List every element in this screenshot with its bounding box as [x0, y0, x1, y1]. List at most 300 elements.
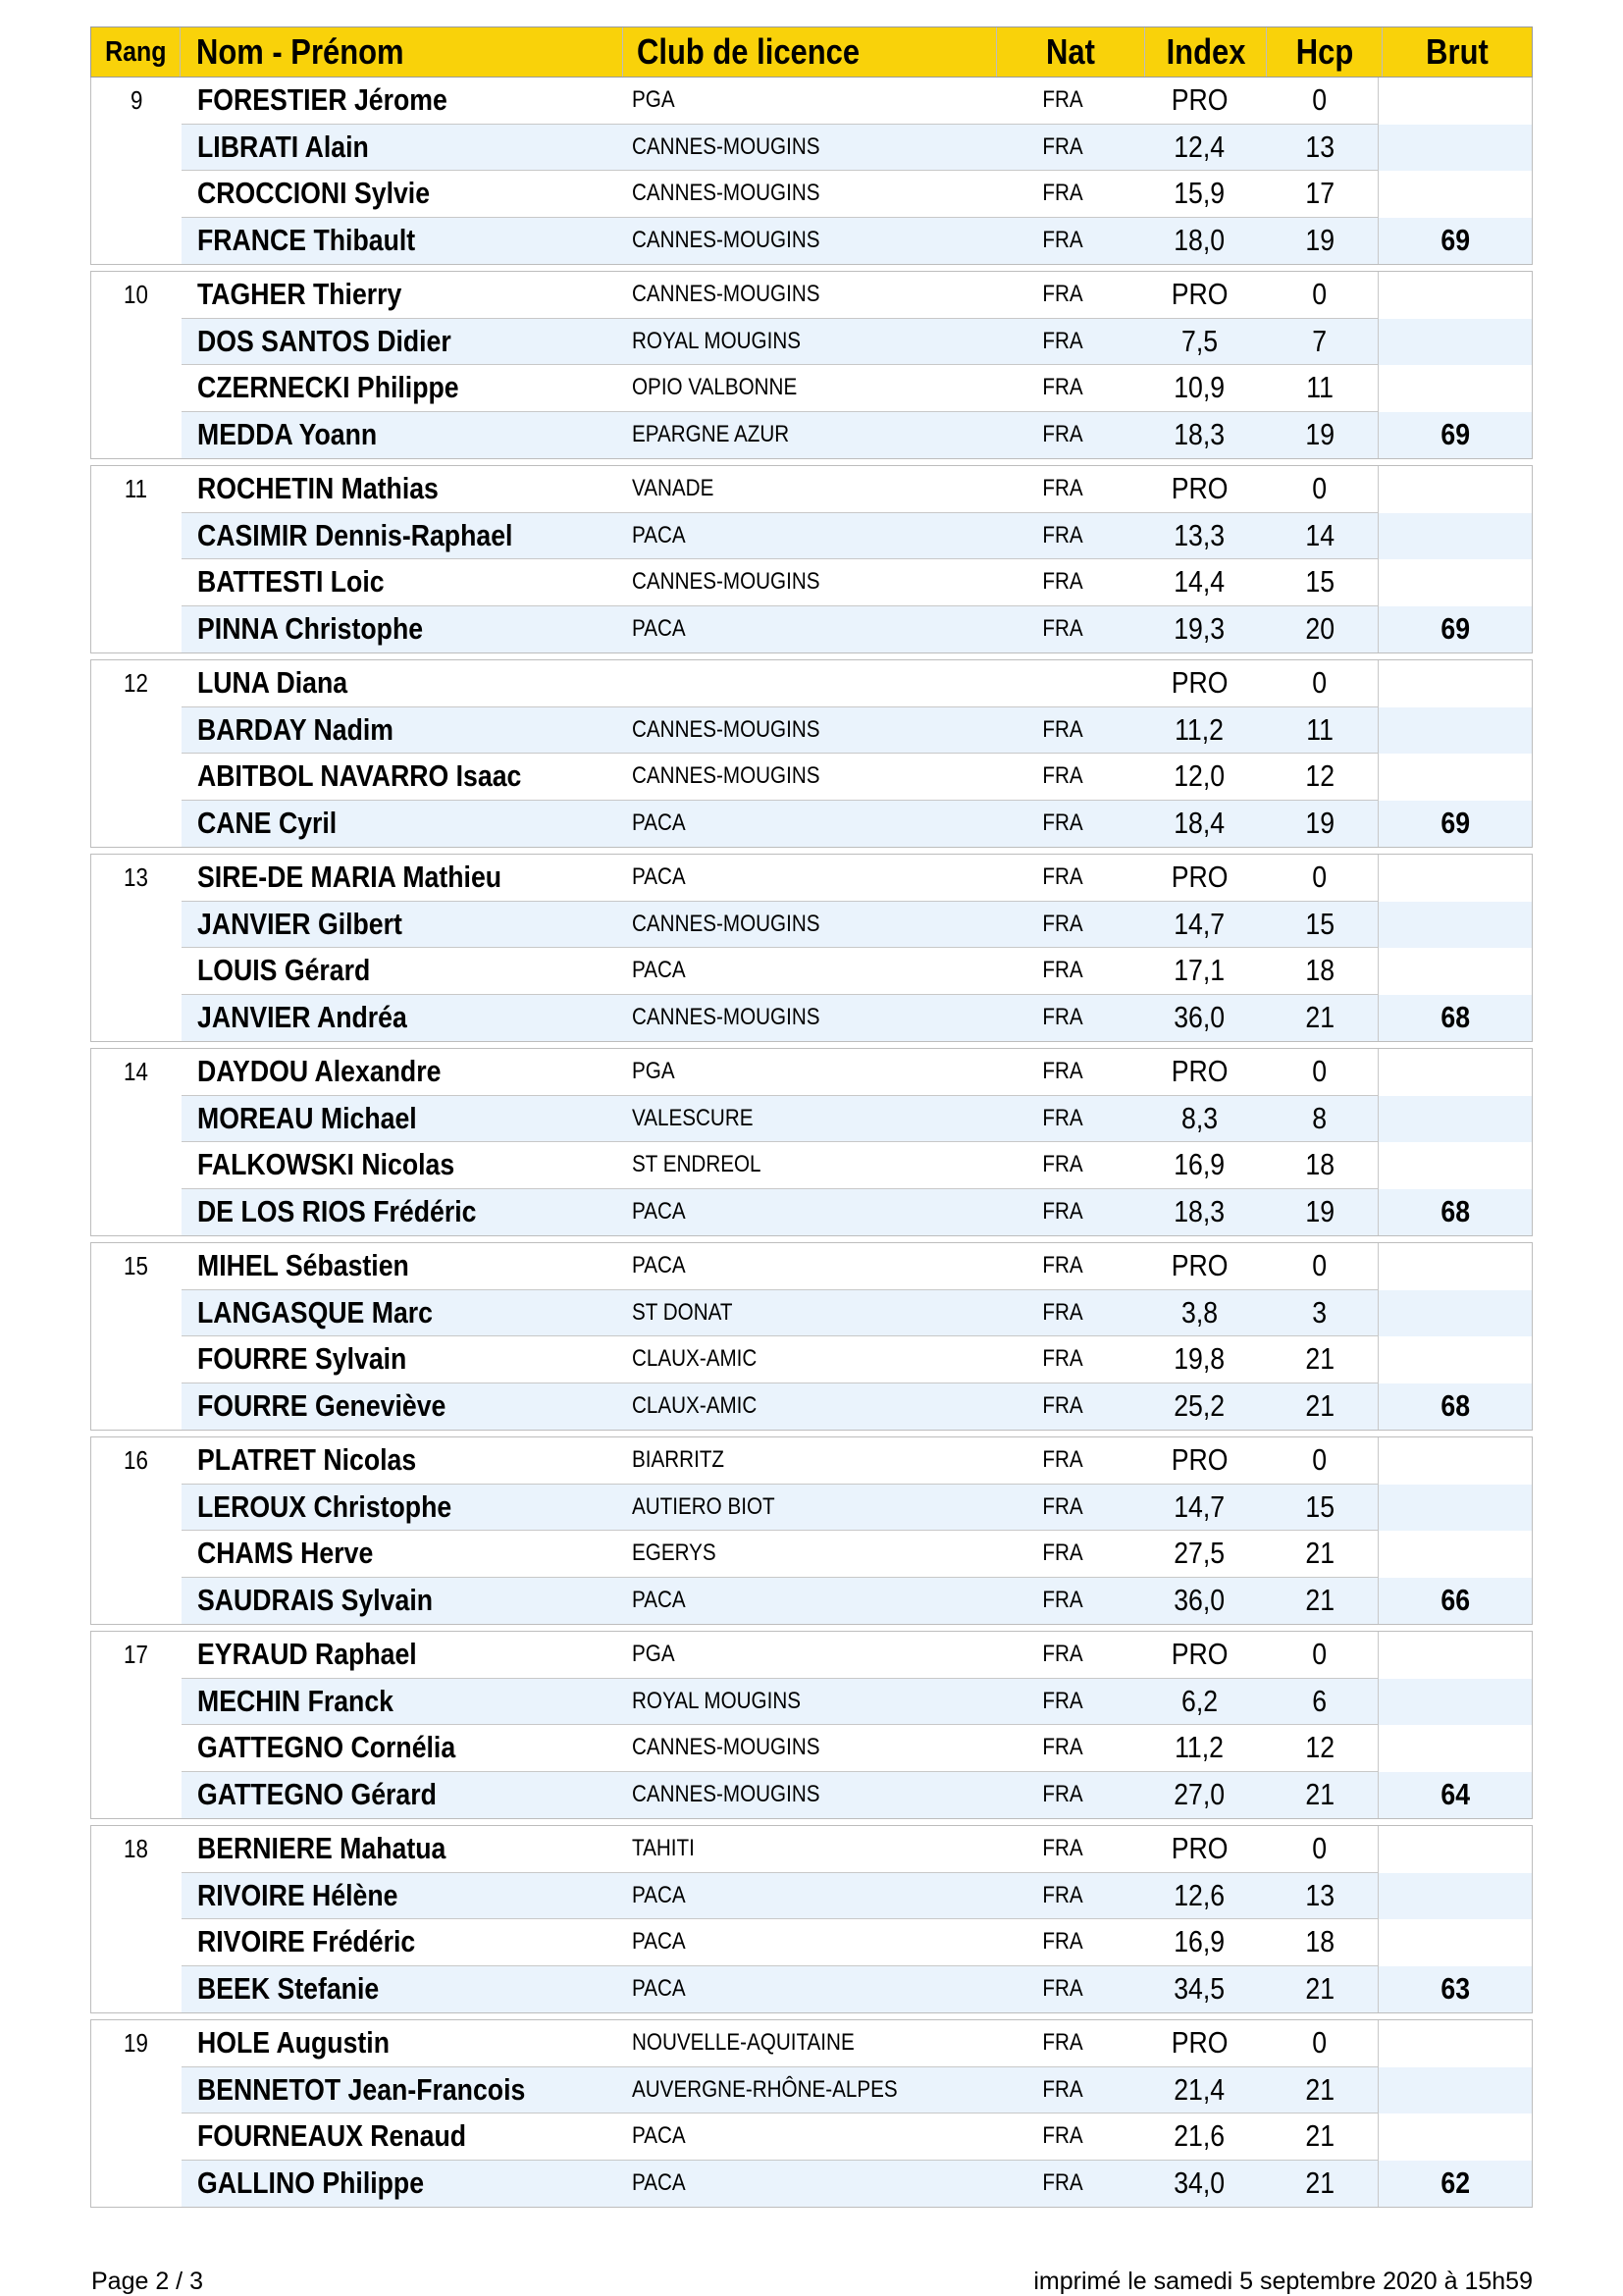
club-name-text: CANNES-MOUGINS	[632, 568, 820, 596]
player-name	[182, 606, 618, 653]
index-value	[1138, 1383, 1262, 1431]
brut-score	[1379, 1290, 1532, 1337]
hcp-value-text: 21	[1304, 1971, 1335, 2007]
nationality-text: FRA	[1042, 1687, 1083, 1714]
table-row	[91, 125, 1532, 172]
club-name	[618, 801, 987, 848]
index-value	[1138, 1772, 1262, 1819]
table-row	[91, 995, 1532, 1042]
club-name	[618, 1919, 987, 1966]
hcp-value-text: 21	[1304, 2166, 1335, 2201]
hcp-value-text: 18	[1304, 1924, 1335, 1959]
rang-cell	[91, 125, 182, 172]
club-name	[618, 948, 987, 995]
table-row	[91, 1243, 1532, 1290]
brut-score	[1379, 1243, 1532, 1290]
nationality	[987, 606, 1138, 653]
table-row	[91, 2020, 1532, 2067]
rang-cell-text: 19	[124, 2028, 149, 2059]
table-row	[91, 1290, 1532, 1337]
club-name	[618, 2067, 987, 2114]
hcp-value-text: 19	[1304, 1194, 1335, 1229]
rang-cell-text: 11	[125, 474, 148, 504]
index-value-text: 19,8	[1174, 1341, 1226, 1377]
club-name-text: PACA	[632, 1881, 686, 1908]
nationality-text: FRA	[1042, 1928, 1083, 1956]
player-name	[182, 1578, 618, 1625]
nationality	[987, 1049, 1138, 1096]
index-value	[1138, 559, 1262, 606]
table-row	[91, 1096, 1532, 1143]
nationality-text: FRA	[1042, 1198, 1083, 1226]
nationality-text: FRA	[1042, 1835, 1083, 1862]
hcp-value	[1261, 466, 1379, 513]
hcp-value-text: 18	[1304, 953, 1335, 988]
hcp-value	[1261, 78, 1379, 125]
rang-cell	[91, 1873, 182, 1920]
table-header	[90, 26, 1533, 78]
player-name-text: BARDAY Nadim	[196, 711, 393, 747]
hcp-value-text: 18	[1304, 1147, 1335, 1182]
table-row	[91, 1632, 1532, 1679]
hcp-value	[1261, 707, 1379, 755]
club-name	[618, 1290, 987, 1337]
index-value-text: 27,0	[1174, 1777, 1226, 1812]
rang-cell	[91, 466, 182, 513]
index-value-text: PRO	[1171, 82, 1229, 118]
player-name-text: GALLINO Philippe	[196, 2166, 424, 2201]
index-value	[1138, 466, 1262, 513]
hcp-value-text: 21	[1304, 1583, 1335, 1618]
brut-score	[1379, 1966, 1532, 2013]
header-nat: Nat	[997, 27, 1145, 77]
rang-cell	[91, 1290, 182, 1337]
hcp-value	[1261, 125, 1379, 172]
hcp-value	[1261, 559, 1379, 606]
nationality-text: FRA	[1042, 2075, 1083, 2103]
club-name-text: CANNES-MOUGINS	[632, 180, 820, 207]
brut-score	[1379, 707, 1532, 755]
index-value	[1138, 1725, 1262, 1772]
rang-cell	[91, 1485, 182, 1532]
hcp-value-text: 12	[1304, 1730, 1335, 1765]
player-name	[182, 1243, 618, 1290]
team-group	[90, 1048, 1533, 1236]
index-value-text: 34,0	[1174, 2166, 1226, 2201]
rang-cell	[91, 1531, 182, 1578]
table-row	[91, 2113, 1532, 2161]
table-row	[91, 513, 1532, 560]
hcp-value	[1261, 1725, 1379, 1772]
club-name-text: ST ENDREOL	[632, 1151, 761, 1178]
player-name	[182, 1919, 618, 1966]
player-name-text: GATTEGNO Gérard	[196, 1777, 437, 1812]
index-value	[1138, 1531, 1262, 1578]
player-name-text: FOURNEAUX Renaud	[196, 2118, 466, 2154]
brut-score	[1379, 1632, 1532, 1679]
brut-score	[1379, 2113, 1532, 2161]
club-name-text: OPIO VALBONNE	[632, 374, 798, 401]
rang-cell	[91, 1049, 182, 1096]
rang-cell-text: 15	[124, 1251, 149, 1281]
index-value	[1138, 1632, 1262, 1679]
club-name-text: PGA	[632, 86, 675, 114]
club-name-text: ROYAL MOUGINS	[632, 1687, 802, 1714]
hcp-value-text: 7	[1312, 323, 1328, 358]
index-value-text: 36,0	[1174, 1000, 1226, 1035]
table-row	[91, 365, 1532, 412]
player-name-text: LUNA Diana	[196, 665, 347, 701]
club-name-text: BIARRITZ	[632, 1446, 725, 1474]
nationality-text: FRA	[1042, 910, 1083, 937]
player-name-text: BEEK Stefanie	[196, 1971, 380, 2007]
club-name-text: PGA	[632, 1641, 675, 1668]
club-name	[618, 2161, 987, 2208]
team-group	[90, 1242, 1533, 1431]
index-value	[1138, 1873, 1262, 1920]
club-name-text: EGERYS	[632, 1539, 716, 1567]
player-name	[182, 1336, 618, 1383]
print-date: imprimé le samedi 5 septembre 2020 à 15h59	[1033, 2268, 1533, 2295]
club-name-text: NOUVELLE-AQUITAINE	[632, 2029, 855, 2057]
nationality	[987, 1772, 1138, 1819]
nationality-text: FRA	[1042, 1492, 1083, 1520]
club-name	[618, 1383, 987, 1431]
nationality-text: FRA	[1042, 762, 1083, 790]
hcp-value	[1261, 948, 1379, 995]
player-name-text: BERNIERE Mahatua	[196, 1831, 446, 1866]
player-name	[182, 660, 618, 707]
player-name-text: ROCHETIN Mathias	[196, 471, 439, 506]
table-row	[91, 1189, 1532, 1236]
club-name	[618, 78, 987, 125]
hcp-value	[1261, 1336, 1379, 1383]
club-name	[618, 319, 987, 366]
club-name	[618, 1189, 987, 1236]
club-name	[618, 1437, 987, 1485]
rang-cell	[91, 2113, 182, 2161]
player-name-text: MIHEL Sébastien	[196, 1248, 409, 1283]
nationality-text: FRA	[1042, 132, 1083, 160]
club-name	[618, 902, 987, 949]
brut-score-text: 69	[1440, 417, 1470, 452]
rang-cell	[91, 1096, 182, 1143]
index-value	[1138, 2113, 1262, 2161]
nationality-text: FRA	[1042, 1104, 1083, 1131]
index-value	[1138, 1336, 1262, 1383]
index-value	[1138, 1243, 1262, 1290]
player-name-text: DAYDOU Alexandre	[196, 1054, 442, 1089]
brut-score-text: 62	[1440, 2166, 1470, 2201]
nationality-text: FRA	[1042, 180, 1083, 207]
table-row	[91, 1679, 1532, 1726]
club-name-text: CANNES-MOUGINS	[632, 910, 820, 937]
table-row	[91, 1919, 1532, 1966]
brut-score	[1379, 1336, 1532, 1383]
hcp-value-text: 11	[1305, 370, 1334, 405]
hcp-value	[1261, 1243, 1379, 1290]
club-name-text: PACA	[632, 1928, 686, 1956]
player-name-text: CROCCIONI Sylvie	[196, 176, 430, 211]
player-name-text: CASIMIR Dennis-Raphael	[196, 517, 513, 552]
brut-score	[1379, 1873, 1532, 1920]
brut-score	[1379, 559, 1532, 606]
rang-cell	[91, 1383, 182, 1431]
brut-score	[1379, 1919, 1532, 1966]
hcp-value-text: 21	[1304, 1777, 1335, 1812]
player-name	[182, 78, 618, 125]
hcp-value	[1261, 1189, 1379, 1236]
club-name	[618, 513, 987, 560]
hcp-value	[1261, 2067, 1379, 2114]
hcp-value-text: 21	[1304, 1341, 1335, 1377]
player-name	[182, 1142, 618, 1189]
player-name	[182, 948, 618, 995]
index-value-text: PRO	[1171, 1637, 1229, 1672]
hcp-value-text: 21	[1304, 1536, 1335, 1571]
index-value	[1138, 606, 1262, 653]
index-value-text: PRO	[1171, 860, 1229, 895]
player-name	[182, 1679, 618, 1726]
index-value-text: 8,3	[1180, 1100, 1219, 1135]
hcp-value-text: 0	[1312, 82, 1328, 118]
table-row	[91, 1437, 1532, 1485]
player-name-text: JANVIER Gilbert	[196, 906, 402, 941]
results-table	[90, 26, 1533, 2214]
index-value-text: 18,3	[1174, 1194, 1226, 1229]
index-value-text: 3,8	[1180, 1294, 1219, 1330]
brut-score	[1379, 2067, 1532, 2114]
table-row	[91, 1966, 1532, 2013]
table-row	[91, 412, 1532, 459]
player-name-text: DE LOS RIOS Frédéric	[196, 1194, 477, 1229]
team-group	[90, 1631, 1533, 1819]
rang-cell-text: 18	[124, 1834, 149, 1864]
rang-cell	[91, 319, 182, 366]
nationality-text: FRA	[1042, 1151, 1083, 1178]
rang-cell	[91, 1336, 182, 1383]
team-group	[90, 1825, 1533, 2013]
brut-score	[1379, 78, 1532, 125]
player-name	[182, 171, 618, 218]
club-name-text: PGA	[632, 1058, 675, 1085]
rang-cell	[91, 2067, 182, 2114]
team-group	[90, 2019, 1533, 2208]
index-value-text: 25,2	[1174, 1388, 1226, 1424]
rang-cell-text: 12	[124, 668, 149, 699]
nationality-text: FRA	[1042, 374, 1083, 401]
club-name-text: PACA	[632, 863, 686, 891]
team-groups	[90, 78, 1533, 2208]
rang-cell	[91, 218, 182, 265]
nationality	[987, 1290, 1138, 1337]
nationality	[987, 1873, 1138, 1920]
nationality-text: FRA	[1042, 1058, 1083, 1085]
club-name	[618, 1873, 987, 1920]
table-row	[91, 754, 1532, 801]
player-name	[182, 1049, 618, 1096]
nationality	[987, 319, 1138, 366]
index-value	[1138, 1142, 1262, 1189]
nationality-text: FRA	[1042, 227, 1083, 254]
brut-score-text: 64	[1440, 1777, 1470, 1812]
nationality	[987, 1632, 1138, 1679]
player-name	[182, 412, 618, 459]
table-row	[91, 2067, 1532, 2114]
rang-cell	[91, 855, 182, 902]
nationality	[987, 1485, 1138, 1532]
index-value-text: PRO	[1171, 1831, 1229, 1866]
player-name-text: LEROUX Christophe	[196, 1488, 452, 1524]
rang-cell-text: 9	[130, 85, 143, 116]
club-name	[618, 660, 987, 707]
club-name-text: PACA	[632, 1587, 686, 1614]
hcp-value-text: 0	[1312, 1442, 1328, 1478]
hcp-value	[1261, 902, 1379, 949]
hcp-value	[1261, 1049, 1379, 1096]
team-group	[90, 78, 1533, 265]
index-value	[1138, 125, 1262, 172]
nationality-text: FRA	[1042, 1539, 1083, 1567]
player-name-text: BATTESTI Loic	[196, 564, 385, 600]
player-name-text: ABITBOL NAVARRO Isaac	[196, 758, 522, 794]
club-name	[618, 2020, 987, 2067]
player-name-text: PINNA Christophe	[196, 611, 423, 647]
index-value	[1138, 902, 1262, 949]
nationality	[987, 1437, 1138, 1485]
player-name-text: FALKOWSKI Nicolas	[196, 1147, 455, 1182]
player-name	[182, 1873, 618, 1920]
brut-score-text: 69	[1440, 223, 1470, 258]
brut-score	[1379, 365, 1532, 412]
club-name-text: EPARGNE AZUR	[632, 421, 790, 448]
hcp-value	[1261, 2113, 1379, 2161]
brut-score	[1379, 948, 1532, 995]
player-name	[182, 2067, 618, 2114]
club-name-text: PACA	[632, 1975, 686, 2003]
nationality-text: FRA	[1042, 1587, 1083, 1614]
brut-score	[1379, 1725, 1532, 1772]
nationality	[987, 1243, 1138, 1290]
club-name	[618, 365, 987, 412]
player-name	[182, 218, 618, 265]
player-name-text: SAUDRAIS Sylvain	[196, 1583, 433, 1618]
hcp-value-text: 8	[1312, 1100, 1328, 1135]
player-name	[182, 1966, 618, 2013]
player-name-text: FOURRE Sylvain	[196, 1341, 407, 1377]
table-row	[91, 272, 1532, 319]
nationality-text: FRA	[1042, 327, 1083, 354]
club-name	[618, 1049, 987, 1096]
nationality	[987, 1725, 1138, 1772]
club-name-text: ROYAL MOUGINS	[632, 327, 802, 354]
player-name	[182, 559, 618, 606]
index-value	[1138, 1578, 1262, 1625]
hcp-value-text: 21	[1304, 2118, 1335, 2154]
index-value	[1138, 1049, 1262, 1096]
player-name-text: FOURRE Geneviève	[196, 1388, 446, 1424]
table-row	[91, 1049, 1532, 1096]
index-value-text: 27,5	[1174, 1536, 1226, 1571]
index-value	[1138, 1679, 1262, 1726]
hcp-value	[1261, 272, 1379, 319]
hcp-value	[1261, 2020, 1379, 2067]
club-name-text: CANNES-MOUGINS	[632, 132, 820, 160]
rang-cell	[91, 1243, 182, 1290]
brut-score	[1379, 272, 1532, 319]
index-value	[1138, 1826, 1262, 1873]
hcp-value-text: 13	[1304, 129, 1335, 164]
player-name	[182, 801, 618, 848]
brut-score	[1379, 125, 1532, 172]
club-name-text: PACA	[632, 1198, 686, 1226]
nationality	[987, 660, 1138, 707]
hcp-value-text: 12	[1304, 758, 1335, 794]
index-value	[1138, 1485, 1262, 1532]
club-name	[618, 125, 987, 172]
hcp-value-text: 19	[1304, 417, 1335, 452]
club-name-text: CANNES-MOUGINS	[632, 1734, 820, 1761]
brut-score	[1379, 1142, 1532, 1189]
hcp-value	[1261, 1578, 1379, 1625]
brut-score	[1379, 1826, 1532, 1873]
player-name-text: PLATRET Nicolas	[196, 1442, 417, 1478]
hcp-value	[1261, 1679, 1379, 1726]
hcp-value	[1261, 513, 1379, 560]
header-index: Index	[1145, 27, 1267, 77]
nationality	[987, 1966, 1138, 2013]
rang-cell	[91, 1725, 182, 1772]
hcp-value-text: 14	[1304, 517, 1335, 552]
index-value-text: PRO	[1171, 1054, 1229, 1089]
table-row	[91, 1578, 1532, 1625]
hcp-value	[1261, 2161, 1379, 2208]
nationality-text: FRA	[1042, 421, 1083, 448]
index-value-text: PRO	[1171, 1248, 1229, 1283]
hcp-value-text: 0	[1312, 277, 1328, 312]
rang-cell-text: 16	[124, 1445, 149, 1476]
brut-score-text: 63	[1440, 1971, 1470, 2007]
club-name-text: CANNES-MOUGINS	[632, 1004, 820, 1031]
club-name-text: ST DONAT	[632, 1298, 733, 1326]
nationality	[987, 78, 1138, 125]
hcp-value	[1261, 855, 1379, 902]
index-value	[1138, 1096, 1262, 1143]
club-name	[618, 606, 987, 653]
hcp-value-text: 0	[1312, 2025, 1328, 2061]
hcp-value	[1261, 412, 1379, 459]
player-name	[182, 1096, 618, 1143]
index-value	[1138, 660, 1262, 707]
player-name	[182, 1485, 618, 1532]
nationality-text: FRA	[1042, 1252, 1083, 1279]
hcp-value	[1261, 365, 1379, 412]
club-name	[618, 1243, 987, 1290]
player-name-text: MOREAU Michael	[196, 1100, 417, 1135]
brut-score	[1379, 466, 1532, 513]
index-value	[1138, 2020, 1262, 2067]
hcp-value-text: 0	[1312, 860, 1328, 895]
rang-cell	[91, 948, 182, 995]
hcp-value-text: 15	[1304, 1488, 1335, 1524]
nationality-text: FRA	[1042, 1975, 1083, 2003]
club-name	[618, 1485, 987, 1532]
player-name-text: TAGHER Thierry	[196, 277, 402, 312]
rang-cell	[91, 902, 182, 949]
club-name-text: CANNES-MOUGINS	[632, 762, 820, 790]
index-value-text: PRO	[1171, 1442, 1229, 1478]
rang-cell	[91, 2020, 182, 2067]
